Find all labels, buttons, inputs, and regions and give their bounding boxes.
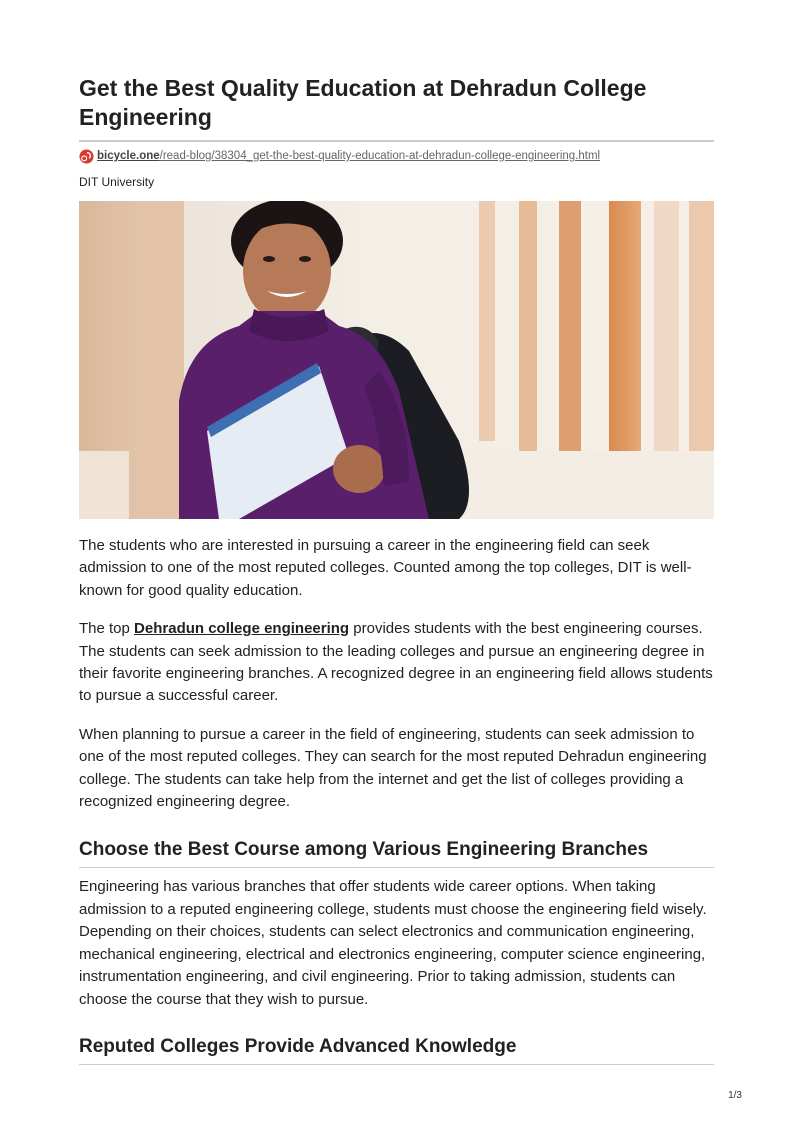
paragraph-2	[79, 618, 714, 708]
page-title: Get the Best Quality Education at Dehradun College Engineering	[79, 75, 647, 130]
source-link[interactable]	[79, 149, 714, 164]
hero-image	[79, 201, 714, 519]
paragraph-2-text-start: The top	[79, 620, 135, 638]
section-divider	[79, 1064, 714, 1065]
paragraph-3: When planning to pursue a career in the field of engineering, students can seek admission to one of the most reputed colleges. They can search for the most reputed Dehradun engineering college. The students can take help from the internet and get the list of colleges providing a recognized engineering degree.	[79, 725, 707, 811]
section-heading-courses: Choose the Best Course among Various Engineering Branches	[79, 839, 649, 861]
page-number: 1/3	[728, 1090, 742, 1101]
source-domain[interactable]: bicycle.one	[97, 150, 160, 162]
title-divider	[79, 140, 714, 142]
article	[79, 74, 714, 1065]
paragraph-4: Engineering has various branches that offer students wide career options. When taking admission to a reputed engineering college, students must choose the engineering field wisely. Depending on their choices, students can select electronics and communication engineering, mechanical engineering, electrical and electronics engineering, computer science engineering, instrumentation engineering, and civil engineering. Prior to taking admission, students can choose the course that they wish to pursue.	[79, 878, 707, 1008]
source-path[interactable]: /read-blog/38304_get-the-best-quality-education-at-dehradun-college-engineering.html	[159, 150, 601, 162]
paragraph-1: The students who are interested in pursuing a career in the engineering field can seek admission to one of the most reputed colleges. Counted among the top colleges, DIT is well-known for good quality education.	[79, 537, 692, 599]
paragraph-2-text-end: provides students with the best engineering courses. The students can seek admission to the leading colleges and pursue an engineering degree in their favorite engineering branches. A recognized degree in an engineering field allows students to pursue a successful career.	[79, 620, 713, 705]
section-heading-knowledge: Reputed Colleges Provide Advanced Knowledge	[79, 1035, 517, 1057]
author-name: DIT University	[79, 175, 155, 189]
bicycle-logo-icon	[79, 149, 94, 164]
dehradun-college-link[interactable]: Dehradun college engineering	[134, 620, 350, 638]
section-divider	[79, 867, 714, 868]
